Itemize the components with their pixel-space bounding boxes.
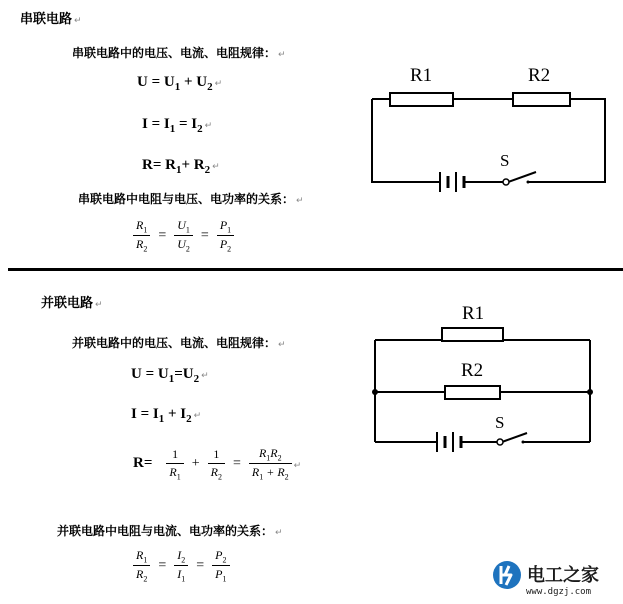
brand-url: www.dgzj.com (526, 587, 592, 597)
fraction: $\frac{U_1}{U_2}$ (174, 218, 193, 254)
series-resistance-formula: $R= R_1+ R_2$ ↵ (142, 157, 220, 176)
series-ratio-formula: $\frac{R_1}{R_2}$ = $\frac{U_1}{U_2}$ = $\frac{P_1}{P_2}$ (133, 218, 234, 254)
fraction: $\frac{R_1}{R_2}$ (133, 548, 150, 584)
fraction: $\frac{R_1R_2}{R_1 + R_2}$ (249, 446, 292, 482)
parallel-ratio-formula: $\frac{R_1}{R_2}$ = $\frac{I_2}{I_1}$ = $\frac{P_2}{P_1}$ (133, 548, 230, 584)
resistor-r1 (442, 328, 503, 341)
section-divider (8, 268, 623, 271)
parallel-current-formula: $I = I_1 + I_2$ ↵ (131, 406, 202, 425)
parallel-relation-heading: 并联电路中电阻与电流、电功率的关系： ↵ (57, 524, 283, 538)
fraction: $\frac{I_2}{I_1}$ (174, 548, 188, 584)
series-title: 串联电路 ↵ (20, 12, 82, 27)
r2-label: R2 (528, 65, 551, 86)
series-voltage-formula: $U = U_1 + U_2$ ↵ (137, 74, 223, 93)
series-circuit-diagram (360, 56, 620, 196)
fraction: $\frac{R_1}{R_2}$ (133, 218, 150, 254)
series-rules-heading: 串联电路中的电压、电流、电阻规律： ↵ (72, 46, 286, 60)
switch-label: S (500, 151, 510, 170)
resistor-r2 (445, 386, 500, 399)
switch-label: S (495, 413, 505, 432)
parallel-voltage-formula: $U = U_1=U_2$ ↵ (131, 366, 209, 385)
series-relation-heading: 串联电路中电阻与电压、电功率的关系： ↵ (78, 192, 304, 206)
r1-label: R1 (462, 303, 485, 324)
resistor-r2 (513, 93, 570, 106)
r1-label: R1 (410, 65, 433, 86)
resistor-r1 (390, 93, 453, 106)
brand-logo (492, 558, 622, 604)
fraction: $\frac{P_2}{P_1}$ (212, 548, 229, 584)
parallel-circuit-diagram (365, 296, 600, 464)
switch-lever (508, 172, 536, 182)
parallel-resistance-formula: R= $\frac{1}{R_1}$ + $\frac{1}{R_2}$ = $\frac{R_1R_2}{R_1 + R_2}$ ↵ (133, 446, 302, 482)
fraction: $\frac{1}{R_1}$ (166, 447, 183, 481)
brand-logo-icon (492, 560, 522, 590)
parallel-title: 并联电路 ↵ (41, 296, 103, 311)
r2-label: R2 (461, 360, 484, 381)
parallel-rules-heading: 并联电路中的电压、电流、电阻规律： ↵ (72, 336, 286, 350)
brand-name: 电工之家 (527, 565, 599, 586)
fraction: $\frac{P_1}{P_2}$ (217, 218, 234, 254)
series-current-formula: $I = I_1 = I_2$ ↵ (142, 116, 213, 135)
fraction: $\frac{1}{R_2}$ (208, 447, 225, 481)
